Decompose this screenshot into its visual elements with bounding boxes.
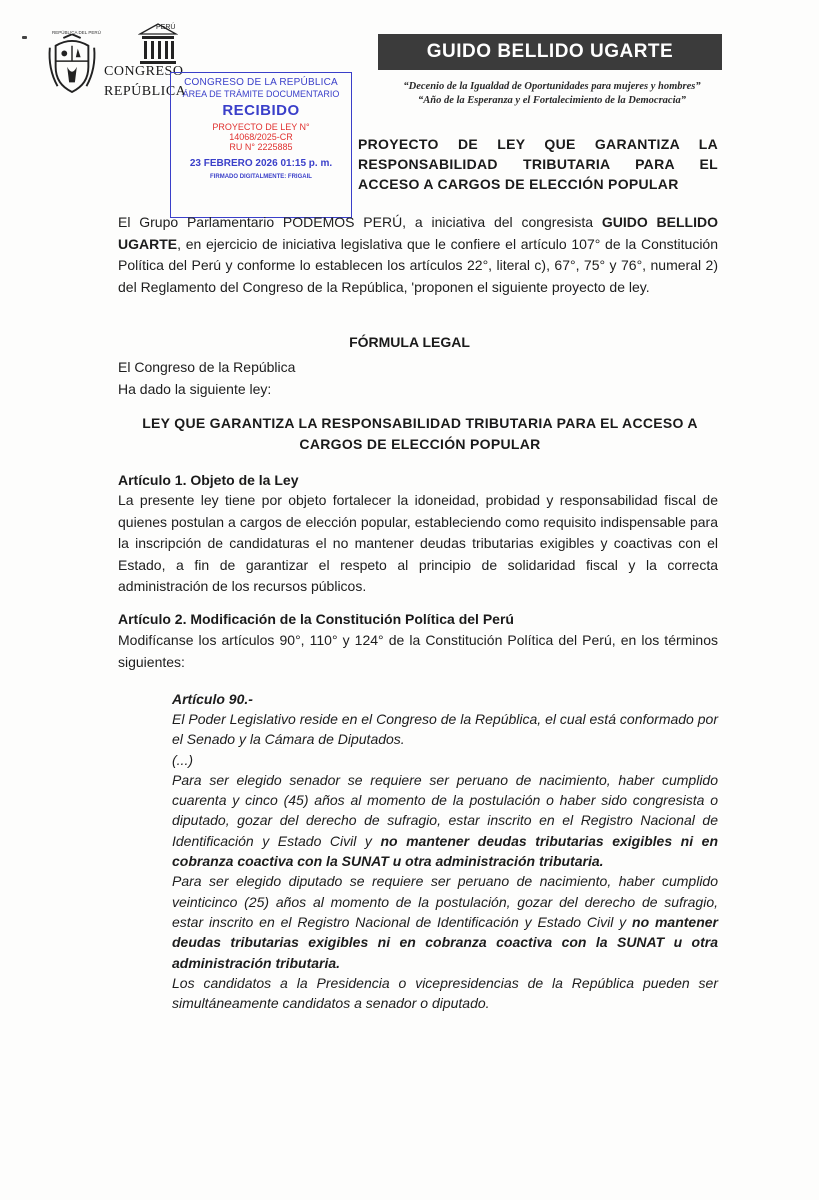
quote-diputado-bold: no mantener deudas tributarias exigibles ni en cobranza coactiva con la SUNAT u otra administración tributaria. bbox=[172, 913, 719, 971]
logo-republica-text: REPÚBLICA bbox=[104, 84, 187, 99]
stamp-status: RECIBIDO bbox=[222, 102, 300, 119]
quote-paragraph-candidatos: Los candidatos a la Presidencia o vicepresidencias de la República pueden ser simultáneamente candidatos a senador o diputado. bbox=[172, 974, 718, 1012]
enacting-clause bbox=[118, 357, 718, 400]
logo-peru-text: PERÚ bbox=[156, 24, 176, 31]
law-title-line-1: LEY QUE GARANTIZA LA RESPONSABILIDAD TRIBUTARIA PARA EL ACCESO A bbox=[142, 415, 698, 431]
enacting-clause-line-1: El Congreso de la República bbox=[118, 359, 296, 375]
logo-caption: REPÚBLICA DEL PERÚ bbox=[52, 30, 101, 35]
article-1-heading: Artículo 1. Objeto de la Ley bbox=[118, 472, 299, 488]
article-2-heading: Artículo 2. Modificación de la Constitución Política del Perú bbox=[118, 611, 514, 627]
stamp-date: 23 FEBRERO 2026 01:15 p. m. bbox=[189, 158, 333, 169]
intro-congressman-name: GUIDO BELLIDO UGARTE bbox=[118, 214, 718, 252]
quote-paragraph-1: El Poder Legislativo reside en el Congreso de la República, el cual está conformado por el Senado y la Cámara de Diputados. bbox=[172, 711, 718, 748]
ink-speck bbox=[22, 36, 27, 39]
coat-of-arms-icon bbox=[46, 34, 98, 96]
bill-title: PROYECTO DE LEY QUE GARANTIZA LA RESPONSABILIDAD TRIBUTARIA PARA EL ACCESO A CARGOS DE ELECCIÓN POPULAR bbox=[358, 136, 718, 192]
quote-ellipsis: (...) bbox=[172, 751, 193, 768]
article-2-body: Modifícanse los artículos 90°, 110° y 124° de la Constitución Política del Perú, en los términos siguientes: bbox=[118, 632, 718, 670]
article-1-body: La presente ley tiene por objeto fortalecer la idoneidad, probidad y responsabilidad fiscal de quienes postulan a cargos de elección popular, estableciendo como requisito indispensable para la inscripción de candidaturas el no mantener deudas tributarias exigibles y coactivas con el Estado, a fin de garantizar el respeto al principio de solidaridad fiscal y la correcta administración de los recursos públicos. bbox=[118, 492, 718, 594]
decenio-line-1: “Decenio de la Igualdad de Oportunidades para mujeres y hombres” bbox=[403, 81, 701, 92]
law-title-line-2: CARGOS DE ELECCIÓN POPULAR bbox=[299, 436, 541, 452]
quote-diputado-text: Para ser elegido diputado se requiere ser peruano de nacimiento, haber cumplido veinticinco (25) años al momento de la postulación, gozar del derecho de sufragio, estar inscrito en el Registro Nacional de Identificación y Estado Civil y bbox=[172, 873, 718, 930]
stamp-area: ÁREA DE TRÁMITE DOCUMENTARIO bbox=[182, 89, 340, 99]
stamp-bill-number: 14068/2025-CR bbox=[229, 132, 293, 142]
quoted-article-90-heading: Artículo 90.- bbox=[172, 691, 253, 707]
enacting-clause-line-2: Ha dado la siguiente ley: bbox=[118, 380, 272, 397]
quote-paragraph-diputado bbox=[172, 871, 718, 972]
intro-text-rest: , en ejercicio de iniciativa legislativa que le confiere el artículo 107° de la Constitución Política del Perú y conforme lo establecen los artículos 22°, literal c), 67°, 75° y 76°, numeral 2) del Reglamento del Congreso de la República, 'proponen el siguiente proyecto de ley. bbox=[118, 235, 718, 295]
quote-senador-text: Para ser elegido senador se requiere ser peruano de nacimiento, haber cumplido cuarenta y cinco (45) años al momento de la postulación o haber sido congresista o diputado, gozar del derecho de sufragio, estar inscrito en el Registro Nacional de Identificación y Estado Civil y bbox=[172, 771, 718, 849]
logo-congreso-text: CONGRESO bbox=[104, 64, 184, 79]
stamp-ru-number: RU N° 2225885 bbox=[229, 142, 293, 152]
stamp-institution: CONGRESO DE LA REPÚBLICA bbox=[184, 77, 338, 88]
intro-paragraph bbox=[118, 212, 718, 298]
decenio-slogan bbox=[372, 80, 732, 108]
congressman-name-banner: GUIDO BELLIDO UGARTE bbox=[378, 34, 722, 70]
formula-legal-heading: FÓRMULA LEGAL bbox=[349, 334, 470, 350]
quote-senador-bold: no mantener deudas tributarias exigibles ni en cobranza coactiva con la SUNAT u otra administración tributaria. bbox=[172, 832, 718, 870]
stamp-signature: FIRMADO DIGITALMENTE: FRIGAIL bbox=[210, 174, 312, 180]
decenio-line-2: “Año de la Esperanza y el Fortalecimiento de la Democracia” bbox=[417, 95, 687, 106]
quoted-article-90-body bbox=[172, 709, 718, 1013]
intro-text-start: El Grupo Parlamentario PODEMOS PERÚ, a iniciativa del congresista bbox=[118, 214, 602, 230]
quote-paragraph-senador bbox=[172, 770, 718, 871]
law-title bbox=[100, 413, 740, 455]
reception-stamp bbox=[170, 72, 352, 218]
stamp-proyecto-label: PROYECTO DE LEY N° bbox=[212, 122, 310, 132]
